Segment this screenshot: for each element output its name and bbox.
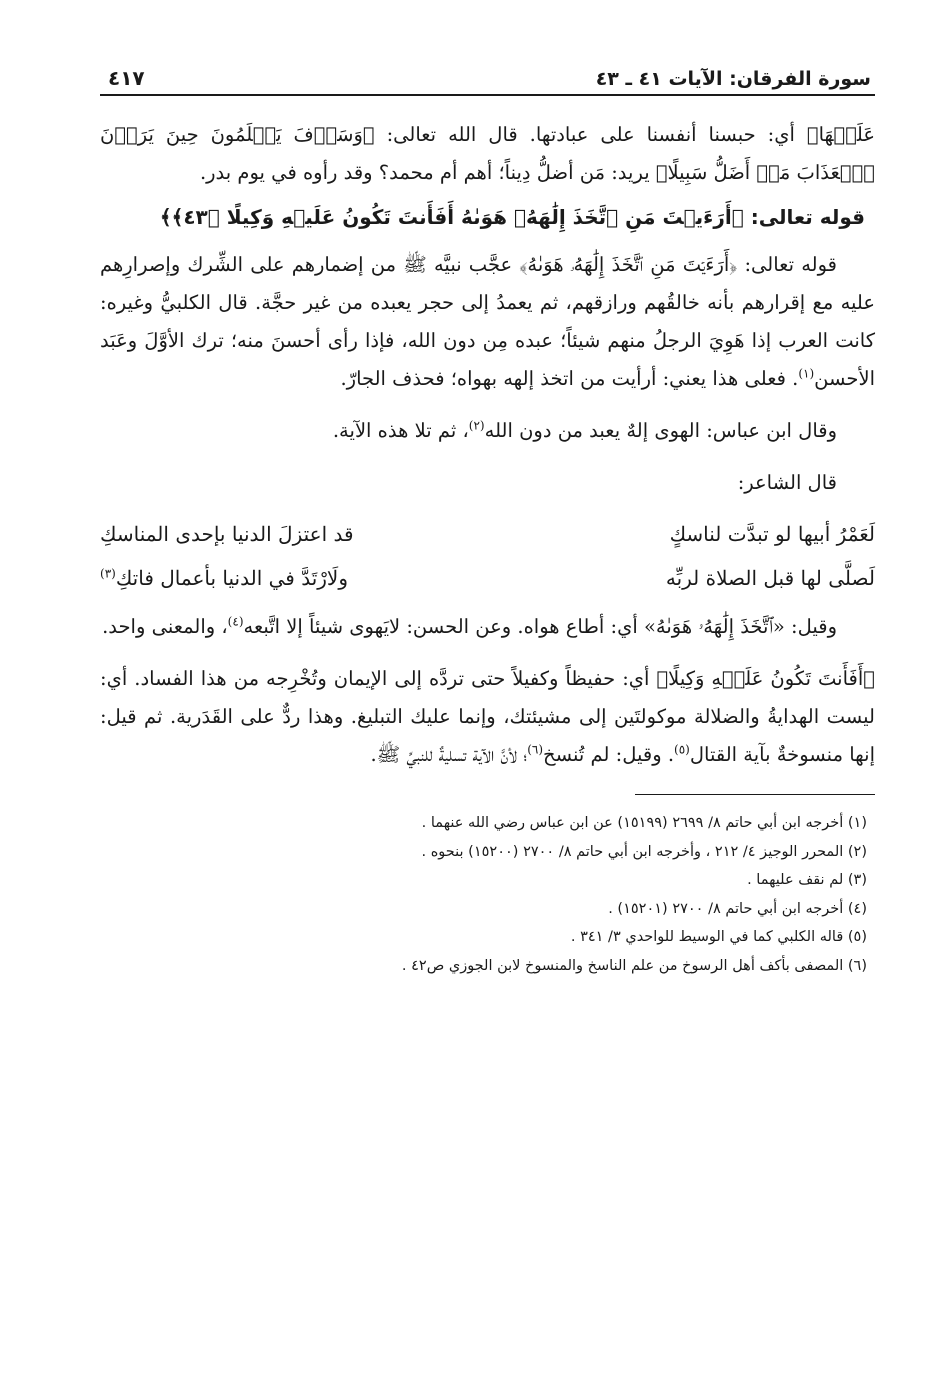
paragraph-4: قال الشاعر: xyxy=(737,471,837,494)
paragraph-5-text-b: ، والمعنى واحد. xyxy=(102,615,228,638)
footnote-5: (٥) قاله الكلبي كما في الوسيط للواحدي ٣/ ٣٤١ . xyxy=(570,929,867,945)
paragraph-6-text-c: ؛ لأنَّ الآية تسليةٌ للنبيِّ ﷺ. xyxy=(370,743,528,766)
footnote-6: (٦) المصفى بأكف أهل الرسوخ من علم الناسخ والمنسوخ لابن الجوزي ص٤٢ . xyxy=(401,957,867,974)
footnote-ref-2: (٢) xyxy=(468,418,485,433)
page-number: ٤١٧ xyxy=(108,66,145,90)
footnotes xyxy=(100,809,875,980)
poem-line-1 xyxy=(100,512,875,556)
footnote-3: (٣) لم نقف عليهما . xyxy=(747,872,867,888)
footnote-ref-3: (٣) xyxy=(100,566,116,581)
verse-heading: قوله تعالى: ﴿أَرَءَيۡتَ مَنِ ٱتَّخَذَ إِلَٰهَهُۥ هَوَىٰهُ أَفَأَنتَ تَكُونُ عَلَيۡهِ وَكِيلًا ﴿٤٣﴾﴾ xyxy=(159,205,865,229)
hemistich-1-first: لَعَمْرُ أبيها لو تبدَّت لناسكٍ xyxy=(669,522,875,546)
footnote-4: (٤) أخرجه ابن أبي حاتم ٨/ ٢٧٠٠ (١٥٢٠١) . xyxy=(608,900,867,917)
footnote-1: (١) أخرجه ابن أبي حاتم ٨/ ٢٦٩٩ (١٥١٩٩) عن ابن عباس رضي الله عنهما . xyxy=(421,815,867,831)
paragraph-6-text-a: ﴿أَفَأَنتَ تَكُونُ عَلَيۡهِ وَكِيلًا﴾ أي: حفيظاً وكفيلاً حتى تردَّه إلى الإيمان وتُخْرِجه من هذا الفساد. أي: ليست الهدايةُ والضلالة موكولتَين إلى مشيئتك، وإنما عليك التبليغ. وهذا ردٌّ على القَدَرية. ثم قيل: إنها منسوخةٌ بآية القتال xyxy=(100,667,875,766)
paragraph-6-text-b: . وقيل: لم تُنسخ xyxy=(543,743,675,766)
header-rule xyxy=(100,94,875,96)
paragraph-2-text-a: قوله تعالى: ﴿أَرَءَيۡتَ مَنِ ٱتَّخَذَ إِلَٰهَهُۥ هَوَىٰهُ﴾ عجَّب نبيَّه ﷺ من إضمارهم على الشِّرك وإصرارِهم عليه مع إقرارهم بأنه خالقُهم ورازقهم، ثم يعمدُ إلى حجر يعبده من غير حجَّة. قال الكلبيُّ وغيره: كانت العرب إذا هَوِيَ الرجلُ منهم شيئاً؛ عبده مِن دون الله، فإذا رأى أحسنَ منه؛ ترك الأوَّلَ وعَبَد الأحسن xyxy=(100,253,875,390)
paragraph-3-text-a: وقال ابن عباس: الهوى إلهٌ يعبد من دون الله xyxy=(484,419,837,442)
footnote-ref-5: (٥) xyxy=(674,742,690,757)
running-head: سورة الفرقان: الآيات ٤١ ـ ٤٣ xyxy=(595,68,871,90)
paragraph-5-text-a: وقيل: «ٱتَّخَذَ إِلَٰهَهُۥ هَوَىٰهُ» أي: أطاع هواه. وعن الحسن: لايَهوى شيئاً إلا اتَّبعه xyxy=(243,615,837,638)
paragraph-3-text-b: ، ثم تلا هذه الآية. xyxy=(332,419,469,442)
paragraph-2-text-b: . فعلى هذا يعني: أرأيت من اتخذ إلهه بهواه؛ فحذف الجارّ. xyxy=(340,367,799,390)
footnote-2: (٢) المحرر الوجيز ٤/ ٢١٢ ، وأخرجه ابن أبي حاتم ٨/ ٢٧٠٠ (١٥٢٠٠) بنحوه . xyxy=(421,843,867,860)
hemistich-1-second: قد اعتزلَ الدنيا بإحدى المناسكِ xyxy=(100,522,354,546)
hemistich-2-second xyxy=(100,556,348,600)
hemistich-2-first: لَصلَّى لها قبل الصلاة لربِّه xyxy=(665,566,875,590)
main-text xyxy=(100,116,875,774)
footnote-separator xyxy=(635,794,875,795)
hemistich-2-second-text: ولَارْتَدَّ في الدنيا بأعمال فاتكِ xyxy=(115,566,348,590)
footnote-ref-4: (٤) xyxy=(227,614,244,629)
paragraph-2 xyxy=(100,246,875,398)
paragraph-5 xyxy=(100,608,875,646)
poem-line-2 xyxy=(100,556,875,600)
paragraph-3 xyxy=(100,412,875,450)
footnote-ref-6: (٦) xyxy=(527,742,544,757)
paragraph-6 xyxy=(100,660,875,774)
poem xyxy=(100,512,875,600)
page-header xyxy=(100,48,875,90)
paragraph-1: عَلَيۡهَا﴾ أي: حبسنا أنفسنا على عبادتها. قال الله تعالى: ﴿وَسَوۡفَ يَعۡلَمُونَ حِينَ يَرَوۡنَ ٱلۡعَذَابَ مَنۡ أَضَلُّ سَبِيلًا﴾ يريد: مَن أضلُّ دِيناً؛ أهم أم محمد؟ وقد رأوه في يوم بدر. xyxy=(100,123,875,184)
book-page xyxy=(100,48,875,1368)
footnote-ref-1: (١) xyxy=(798,366,815,381)
